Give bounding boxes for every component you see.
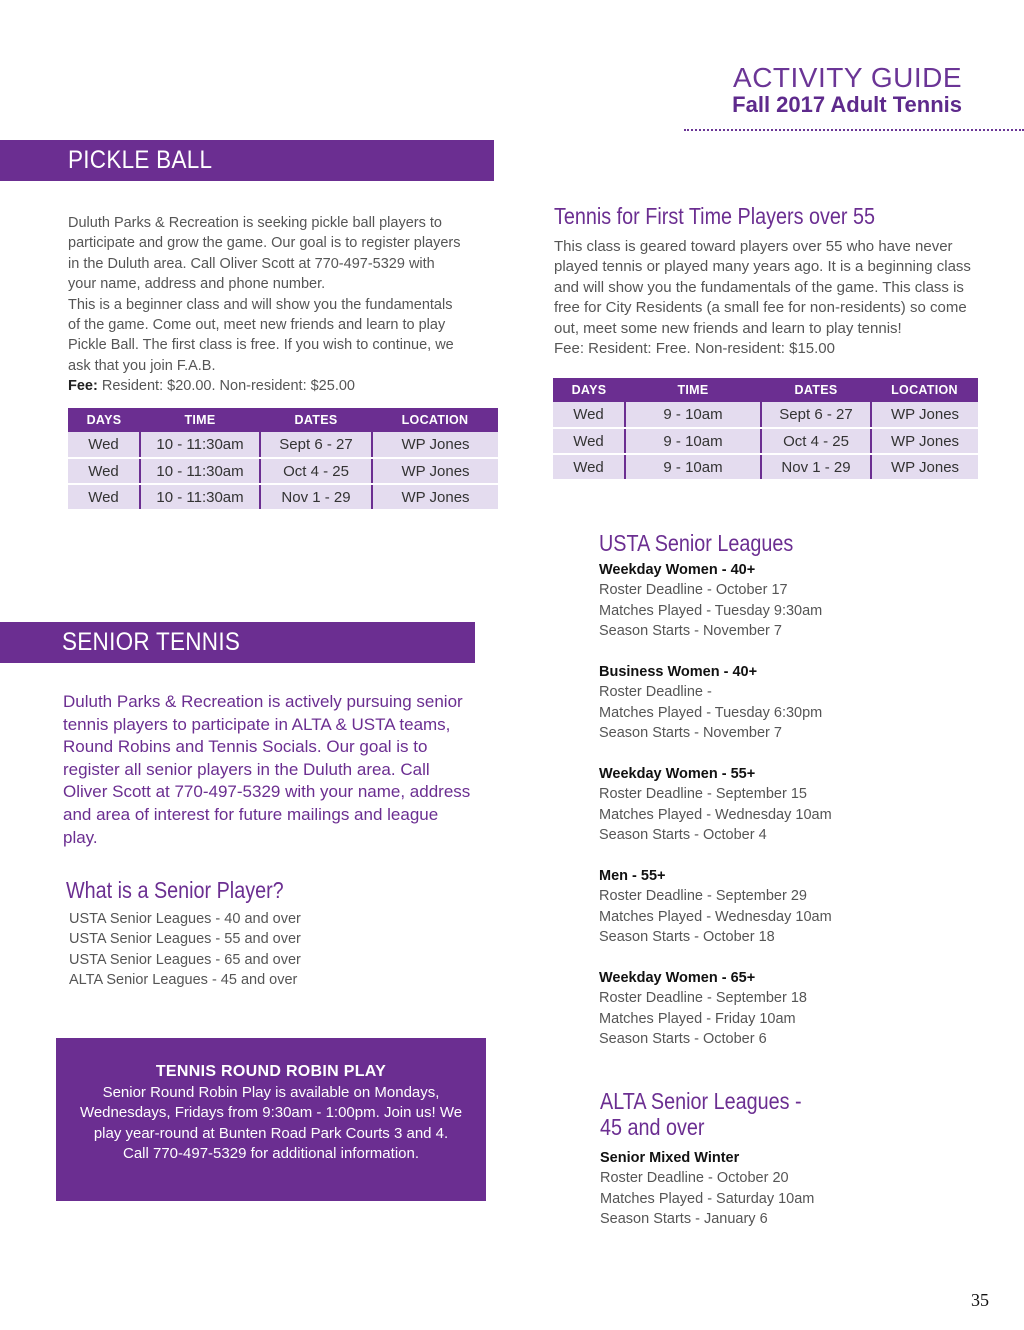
text-line: Season Starts - January 6 bbox=[600, 1211, 768, 1228]
cell-dates: Sept 6 - 27 bbox=[761, 402, 871, 428]
league-group bbox=[599, 968, 999, 1050]
table-row bbox=[553, 454, 978, 480]
text-line: Pickle Ball. The first class is free. If you wish to continue, we bbox=[68, 337, 454, 354]
text-line: Wednesdays, Fridays from 9:30am - 1:00pm. Join us! We bbox=[79, 1104, 463, 1121]
text-line: Matches Played - Tuesday 9:30am bbox=[599, 602, 823, 619]
table-row bbox=[68, 432, 498, 458]
text-line: Roster Deadline - September 18 bbox=[599, 990, 807, 1007]
text-line: and area of interest for future mailings and league bbox=[63, 804, 439, 824]
text-line: tennis players to participate in ALTA & USTA teams, bbox=[63, 714, 451, 734]
text-line: play. bbox=[63, 827, 98, 847]
cell-location: WP Jones bbox=[871, 454, 978, 480]
alta-title-line: ALTA Senior Leagues - bbox=[600, 1088, 802, 1114]
text-line: Season Starts - November 7 bbox=[599, 623, 782, 640]
pickle-ball-description bbox=[68, 213, 498, 397]
first-time-players-title: Tennis for First Time Players over 55 bbox=[554, 203, 875, 229]
page-number: 35 bbox=[971, 1290, 989, 1310]
text-line: Season Starts - October 6 bbox=[599, 1031, 767, 1048]
fee-line bbox=[68, 376, 498, 396]
text-line: and will show you the fundamentals of the game. This class is bbox=[554, 278, 964, 296]
cell-location: WP Jones bbox=[372, 458, 498, 484]
cell-day: Wed bbox=[68, 458, 140, 484]
header-time: TIME bbox=[140, 408, 260, 432]
league-heading: Business Women - 40+ bbox=[599, 664, 758, 681]
alta-leagues-list bbox=[600, 1148, 1000, 1230]
pickle-ball-title: PICKLE BALL bbox=[68, 146, 213, 174]
header-days: DAYS bbox=[553, 378, 625, 402]
first-time-schedule-table bbox=[553, 378, 978, 481]
text-line: Roster Deadline - September 29 bbox=[599, 888, 807, 905]
alta-title-line: 45 and over bbox=[600, 1114, 705, 1140]
header-time: TIME bbox=[625, 378, 761, 402]
text-line: participate and grow the game. Our goal is to register players bbox=[68, 235, 461, 252]
league-group bbox=[599, 866, 999, 948]
what-is-senior-title: What is a Senior Player? bbox=[66, 877, 284, 903]
text-line: Duluth Parks & Recreation is actively pursuing senior bbox=[63, 692, 463, 711]
cell-time: 9 - 10am bbox=[625, 454, 761, 480]
league-group bbox=[599, 662, 999, 744]
activity-guide-heading: ACTIVITY GUIDE bbox=[733, 62, 962, 93]
text-line: played tennis or played many years ago. It is a beginning class bbox=[554, 258, 971, 276]
text-line: Roster Deadline - bbox=[599, 684, 712, 701]
text-line: Matches Played - Saturday 10am bbox=[600, 1190, 815, 1207]
alta-leagues-title bbox=[600, 1088, 802, 1140]
header-dates: DATES bbox=[260, 408, 372, 432]
text-line: Season Starts - November 7 bbox=[599, 725, 782, 742]
league-heading: Weekday Women - 40+ bbox=[599, 562, 756, 578]
header-location: LOCATION bbox=[871, 378, 978, 402]
cell-dates: Oct 4 - 25 bbox=[761, 428, 871, 454]
text-line: of the game. Come out, meet new friends and learn to play bbox=[68, 317, 446, 334]
text-line: Roster Deadline - October 20 bbox=[600, 1170, 789, 1187]
cell-dates: Nov 1 - 29 bbox=[761, 454, 871, 480]
text-line: free for City Residents (a small fee for non-residents) so come bbox=[554, 299, 967, 317]
pickle-ball-schedule-table bbox=[68, 408, 498, 511]
text-line: Roster Deadline - September 15 bbox=[599, 786, 807, 803]
league-heading: Weekday Women - 65+ bbox=[599, 970, 756, 987]
header-location: LOCATION bbox=[372, 408, 498, 432]
cell-time: 9 - 10am bbox=[625, 402, 761, 428]
text-line: Roster Deadline - October 17 bbox=[599, 582, 788, 599]
round-robin-title: TENNIS ROUND ROBIN PLAY bbox=[155, 1063, 387, 1080]
cell-day: Wed bbox=[553, 454, 625, 480]
usta-leagues-title: USTA Senior Leagues bbox=[599, 530, 794, 556]
text-line: This class is geared toward players over 55 who have never bbox=[554, 238, 953, 255]
senior-tennis-description bbox=[63, 691, 493, 849]
cell-time: 10 - 11:30am bbox=[140, 458, 260, 484]
text-line: Fee: Resident: Free. Non-resident: $15.00 bbox=[554, 340, 835, 358]
fee-text: Resident: $20.00. Non-resident: $25.00 bbox=[101, 378, 355, 395]
text-line: This is a beginner class and will show you the fundamentals bbox=[68, 296, 453, 313]
text-line: Senior Round Robin Play is available on Mondays, bbox=[102, 1083, 440, 1101]
text-line: play year-round at Bunten Road Park Courts 3 and 4. bbox=[93, 1124, 449, 1142]
cell-day: Wed bbox=[68, 432, 140, 458]
league-heading: Men - 55+ bbox=[599, 868, 666, 885]
cell-location: WP Jones bbox=[372, 484, 498, 510]
text-line: Duluth Parks & Recreation is seeking pickle ball players to bbox=[68, 215, 442, 231]
text-line: Season Starts - October 18 bbox=[599, 929, 775, 946]
text-line: Round Robins and Tennis Socials. Our goal is to bbox=[63, 737, 428, 757]
fee-label: Fee: bbox=[68, 378, 98, 395]
text-line: Matches Played - Friday 10am bbox=[599, 1010, 796, 1027]
cell-time: 10 - 11:30am bbox=[140, 432, 260, 458]
league-heading: Weekday Women - 55+ bbox=[599, 766, 756, 783]
usta-leagues-list bbox=[599, 560, 999, 1050]
header-divider bbox=[684, 129, 1024, 131]
cell-location: WP Jones bbox=[871, 402, 978, 428]
table-row bbox=[68, 458, 498, 484]
round-robin-box bbox=[56, 1038, 486, 1201]
senior-tennis-title: SENIOR TENNIS bbox=[62, 628, 241, 656]
text-line: Matches Played - Tuesday 6:30pm bbox=[599, 704, 823, 721]
text-line: USTA Senior Leagues - 55 and over bbox=[69, 931, 301, 948]
text-line: Matches Played - Wednesday 10am bbox=[599, 806, 832, 823]
table-row bbox=[553, 402, 978, 428]
first-time-players-description bbox=[554, 237, 994, 359]
cell-day: Wed bbox=[68, 484, 140, 510]
header-dates: DATES bbox=[761, 378, 871, 402]
text-line: register all senior players in the Duluth area. Call bbox=[63, 759, 430, 779]
text-line: Oliver Scott at 770-497-5329 with your name, address bbox=[63, 782, 471, 802]
cell-time: 9 - 10am bbox=[625, 428, 761, 454]
cell-day: Wed bbox=[553, 428, 625, 454]
league-heading: Senior Mixed Winter bbox=[600, 1150, 740, 1166]
cell-dates: Oct 4 - 25 bbox=[260, 458, 372, 484]
table-header-row bbox=[68, 408, 498, 432]
text-line: USTA Senior Leagues - 65 and over bbox=[69, 951, 301, 968]
cell-day: Wed bbox=[553, 402, 625, 428]
text-line: Season Starts - October 4 bbox=[599, 827, 767, 844]
league-group bbox=[599, 560, 999, 642]
text-line: out, meet some new friends and learn to play tennis! bbox=[554, 319, 902, 337]
cell-location: WP Jones bbox=[372, 432, 498, 458]
text-line: Matches Played - Wednesday 10am bbox=[599, 908, 832, 925]
cell-dates: Sept 6 - 27 bbox=[260, 432, 372, 458]
pickle-ball-banner bbox=[0, 140, 494, 181]
text-line: in the Duluth area. Call Oliver Scott at 770-497-5329 with bbox=[68, 255, 435, 272]
league-group bbox=[599, 764, 999, 846]
cell-location: WP Jones bbox=[871, 428, 978, 454]
table-header-row bbox=[553, 378, 978, 402]
senior-tennis-banner bbox=[0, 622, 475, 663]
guide-subtitle: Fall 2017 Adult Tennis bbox=[732, 92, 962, 117]
table-row bbox=[68, 484, 498, 510]
text-line: ask that you join F.A.B. bbox=[68, 357, 216, 374]
text-line: ALTA Senior Leagues - 45 and over bbox=[69, 972, 298, 989]
cell-time: 10 - 11:30am bbox=[140, 484, 260, 510]
text-line: USTA Senior Leagues - 40 and over bbox=[69, 911, 301, 927]
senior-player-definitions bbox=[69, 909, 449, 991]
header-days: DAYS bbox=[68, 408, 140, 432]
text-line: Call 770-497-5329 for additional information. bbox=[122, 1145, 419, 1162]
text-line: your name, address and phone number. bbox=[68, 276, 326, 293]
cell-dates: Nov 1 - 29 bbox=[260, 484, 372, 510]
table-row bbox=[553, 428, 978, 454]
